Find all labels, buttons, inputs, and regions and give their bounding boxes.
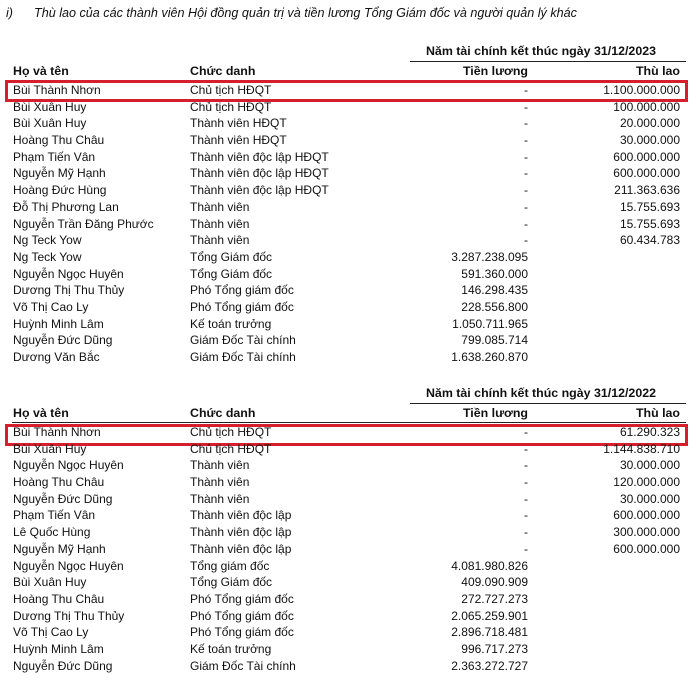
cell-name: Lê Quốc Hùng bbox=[13, 525, 91, 540]
cell-salary: - bbox=[524, 149, 528, 164]
cell-role: Thành viên độc lập bbox=[190, 525, 292, 540]
cell-salary: - bbox=[524, 525, 528, 540]
cell-salary: - bbox=[524, 216, 528, 231]
cell-salary: - bbox=[524, 425, 528, 439]
cell-name: Bùi Thành Nhơn bbox=[13, 425, 101, 439]
cell-role: Thành viên độc lập HĐQT bbox=[190, 149, 329, 164]
cell-salary: 4.081.980.826 bbox=[451, 558, 528, 573]
cell-role: Phó Tổng giám đốc bbox=[190, 283, 294, 298]
cell-name: Nguyễn Ngọc Huyên bbox=[13, 266, 124, 281]
cell-name: Hoàng Đức Hùng bbox=[13, 183, 107, 198]
cell-salary: 228.556.800 bbox=[461, 299, 528, 314]
cell-role: Giám Đốc Tài chính bbox=[190, 350, 296, 364]
table-header bbox=[0, 406, 700, 422]
cell-salary: - bbox=[524, 116, 528, 131]
cell-name: Nguyễn Ngọc Huyên bbox=[13, 458, 124, 473]
cell-fee: 30.000.000 bbox=[619, 133, 680, 148]
cell-salary: - bbox=[524, 491, 528, 506]
table-row bbox=[0, 182, 700, 199]
cell-salary: 3.287.238.095 bbox=[451, 249, 528, 264]
cell-salary: 591.360.000 bbox=[461, 266, 528, 281]
cell-name: Nguyễn Trần Đăng Phước bbox=[13, 216, 154, 231]
cell-fee: 300.000.000 bbox=[613, 525, 680, 540]
table-row bbox=[0, 507, 700, 524]
section-title-text: Thù lao của các thành viên Hội đồng quản trị và tiền lương Tổng Giám đốc và người quản lý khác bbox=[34, 6, 577, 20]
cell-name: Đỗ Thị Phương Lan bbox=[13, 199, 119, 214]
cell-role: Thành viên độc lập bbox=[190, 508, 292, 523]
cell-name: Nguyễn Mỹ Hạnh bbox=[13, 166, 106, 181]
cell-salary: - bbox=[524, 199, 528, 214]
cell-role: Phó Tổng giám đốc bbox=[190, 591, 294, 606]
cell-salary: 409.090.909 bbox=[461, 575, 528, 590]
cell-salary: - bbox=[524, 508, 528, 523]
table-row bbox=[0, 524, 700, 541]
cell-fee: 60.434.783 bbox=[619, 233, 680, 248]
cell-salary: - bbox=[524, 458, 528, 473]
table-body bbox=[0, 82, 700, 366]
cell-role: Tổng Giám đốc bbox=[190, 249, 273, 264]
cell-name: Bùi Xuân Huy bbox=[13, 575, 87, 590]
cell-name: Bùi Xuân Huy bbox=[13, 441, 87, 456]
cell-role: Tổng Giám đốc bbox=[190, 575, 273, 590]
cell-fee: 600.000.000 bbox=[613, 541, 680, 556]
table-row bbox=[0, 624, 700, 641]
header-name: Họ và tên bbox=[13, 64, 69, 78]
table-row bbox=[0, 249, 700, 266]
cell-role: Tổng Giám đốc bbox=[190, 266, 273, 281]
cell-role: Thành viên độc lập HĐQT bbox=[190, 183, 329, 198]
table-row bbox=[0, 491, 700, 508]
cell-role: Chủ tịch HĐQT bbox=[190, 99, 272, 114]
cell-fee: 211.363.636 bbox=[614, 183, 680, 198]
cell-name: Nguyễn Đức Dũng bbox=[13, 333, 113, 348]
cell-name: Bùi Xuân Huy bbox=[13, 116, 87, 131]
header-fee: Thù lao bbox=[635, 64, 680, 78]
cell-name: Nguyễn Ngọc Huyên bbox=[13, 558, 124, 573]
cell-salary: 1.638.260.870 bbox=[451, 350, 528, 364]
cell-role: Giám Đốc Tài chính bbox=[190, 658, 296, 673]
table-row bbox=[0, 574, 700, 591]
table-row bbox=[0, 199, 700, 216]
table-row bbox=[0, 216, 700, 233]
cell-fee: 600.000.000 bbox=[613, 149, 680, 164]
cell-role: Thành viên bbox=[190, 216, 250, 231]
cell-salary: 799.085.714 bbox=[461, 333, 528, 348]
cell-name: Huỳnh Minh Lâm bbox=[13, 641, 104, 656]
cell-role: Thành viên bbox=[190, 199, 250, 214]
cell-salary: 2.065.259.901 bbox=[451, 608, 528, 623]
table-row bbox=[0, 474, 700, 491]
cell-role: Thành viên bbox=[190, 475, 250, 490]
cell-role: Thành viên bbox=[190, 458, 250, 473]
cell-fee: 30.000.000 bbox=[619, 491, 680, 506]
table-row bbox=[0, 316, 700, 333]
cell-name: Dương Thị Thu Thủy bbox=[13, 283, 125, 298]
period-heading: Năm tài chính kết thúc ngày 31/12/2023 bbox=[425, 44, 656, 58]
table-fy2022 bbox=[0, 386, 700, 690]
header-role: Chức danh bbox=[190, 64, 256, 78]
cell-role: Phó Tổng giám đốc bbox=[190, 625, 294, 640]
cell-fee: 30.000.000 bbox=[619, 458, 680, 473]
cell-name: Nguyễn Đức Dũng bbox=[13, 658, 113, 673]
cell-name: Dương Thị Thu Thủy bbox=[13, 608, 125, 623]
cell-name: Hoàng Thu Châu bbox=[13, 133, 105, 148]
table-row bbox=[0, 132, 700, 149]
cell-salary: - bbox=[524, 475, 528, 490]
table-row bbox=[0, 457, 700, 474]
table-row bbox=[0, 299, 700, 316]
cell-role: Thành viên HĐQT bbox=[190, 133, 287, 148]
cell-salary: 272.727.273 bbox=[461, 591, 528, 606]
table-row bbox=[0, 99, 700, 116]
cell-name: Dương Văn Bắc bbox=[13, 350, 100, 364]
cell-role: Phó Tổng giám đốc bbox=[190, 608, 294, 623]
table-row bbox=[0, 266, 700, 283]
cell-name: Nguyễn Mỹ Hạnh bbox=[13, 541, 106, 556]
cell-salary: - bbox=[524, 166, 528, 181]
cell-role: Thành viên bbox=[190, 233, 250, 248]
cell-salary: - bbox=[524, 183, 528, 198]
cell-salary: 2.896.718.481 bbox=[451, 625, 528, 640]
table-row bbox=[0, 149, 700, 166]
cell-role: Tổng giám đốc bbox=[190, 558, 270, 573]
table-body bbox=[0, 424, 700, 674]
cell-name: Phạm Tiến Vân bbox=[13, 508, 96, 523]
cell-role: Thành viên HĐQT bbox=[190, 116, 287, 131]
table-row bbox=[0, 541, 700, 558]
cell-role: Giám Đốc Tài chính bbox=[190, 333, 296, 348]
cell-role: Chủ tịch HĐQT bbox=[190, 83, 272, 97]
header-name: Họ và tên bbox=[13, 406, 69, 420]
cell-salary: - bbox=[524, 83, 528, 97]
table-row bbox=[0, 115, 700, 132]
cell-name: Bùi Thành Nhơn bbox=[13, 83, 101, 97]
cell-fee: 120.000.000 bbox=[613, 475, 680, 490]
cell-role: Thành viên độc lập HĐQT bbox=[190, 166, 329, 181]
cell-role: Chủ tịch HĐQT bbox=[190, 425, 272, 439]
table-header bbox=[0, 64, 700, 80]
table-row bbox=[0, 558, 700, 575]
header-underline bbox=[12, 422, 686, 423]
cell-fee: 1.144.838.710 bbox=[603, 441, 680, 456]
header-salary: Tiền lương bbox=[462, 64, 528, 78]
section-number: i) bbox=[6, 6, 13, 20]
cell-salary: - bbox=[524, 541, 528, 556]
table-row bbox=[0, 608, 700, 625]
cell-salary: - bbox=[524, 133, 528, 148]
cell-role: Thành viên bbox=[190, 491, 250, 506]
cell-role: Thành viên độc lập bbox=[190, 541, 292, 556]
cell-salary: - bbox=[524, 441, 528, 456]
cell-name: Phạm Tiến Vân bbox=[13, 149, 96, 164]
cell-name: Bùi Xuân Huy bbox=[13, 99, 87, 114]
table-row bbox=[0, 282, 700, 299]
cell-name: Ng Teck Yow bbox=[13, 233, 82, 248]
table-fy2023 bbox=[0, 44, 700, 374]
section-title bbox=[6, 6, 696, 20]
table-row bbox=[0, 641, 700, 658]
cell-salary: 996.717.273 bbox=[461, 641, 528, 656]
cell-fee: 15.755.693 bbox=[619, 199, 680, 214]
cell-fee: 600.000.000 bbox=[613, 508, 680, 523]
period-underline bbox=[410, 403, 686, 404]
cell-salary: 1.050.711.965 bbox=[452, 316, 528, 331]
cell-fee: 61.290.323 bbox=[619, 425, 680, 439]
cell-name: Hoàng Thu Châu bbox=[13, 591, 105, 606]
cell-role: Chủ tịch HĐQT bbox=[190, 441, 272, 456]
table-row bbox=[0, 232, 700, 249]
table-row bbox=[0, 332, 700, 349]
cell-name: Võ Thị Cao Ly bbox=[13, 625, 89, 640]
table-row bbox=[0, 82, 700, 99]
cell-fee: 100.000.000 bbox=[613, 99, 680, 114]
table-row bbox=[0, 424, 700, 441]
cell-salary: 146.298.435 bbox=[461, 283, 528, 298]
cell-name: Huỳnh Minh Lâm bbox=[13, 316, 104, 331]
cell-name: Hoàng Thu Châu bbox=[13, 475, 105, 490]
header-fee: Thù lao bbox=[635, 406, 680, 420]
cell-role: Kế toán trưởng bbox=[190, 316, 272, 331]
cell-fee: 600.000.000 bbox=[613, 166, 680, 181]
cell-salary: - bbox=[524, 99, 528, 114]
cell-name: Nguyễn Đức Dũng bbox=[13, 491, 113, 506]
cell-fee: 15.755.693 bbox=[619, 216, 680, 231]
cell-role: Phó Tổng giám đốc bbox=[190, 299, 294, 314]
cell-fee: 1.100.000.000 bbox=[603, 83, 680, 97]
table-row bbox=[0, 658, 700, 675]
header-salary: Tiền lương bbox=[462, 406, 528, 420]
period-underline bbox=[410, 61, 686, 62]
cell-role: Kế toán trưởng bbox=[190, 641, 272, 656]
table-row bbox=[0, 165, 700, 182]
header-role: Chức danh bbox=[190, 406, 256, 420]
cell-salary: 2.363.272.727 bbox=[451, 658, 528, 673]
cell-name: Võ Thị Cao Ly bbox=[13, 299, 89, 314]
cell-name: Ng Teck Yow bbox=[13, 249, 82, 264]
cell-fee: 20.000.000 bbox=[619, 116, 680, 131]
cell-salary: - bbox=[524, 233, 528, 248]
table-row bbox=[0, 349, 700, 366]
table-row bbox=[0, 591, 700, 608]
table-row bbox=[0, 441, 700, 458]
period-heading: Năm tài chính kết thúc ngày 31/12/2022 bbox=[425, 386, 656, 400]
